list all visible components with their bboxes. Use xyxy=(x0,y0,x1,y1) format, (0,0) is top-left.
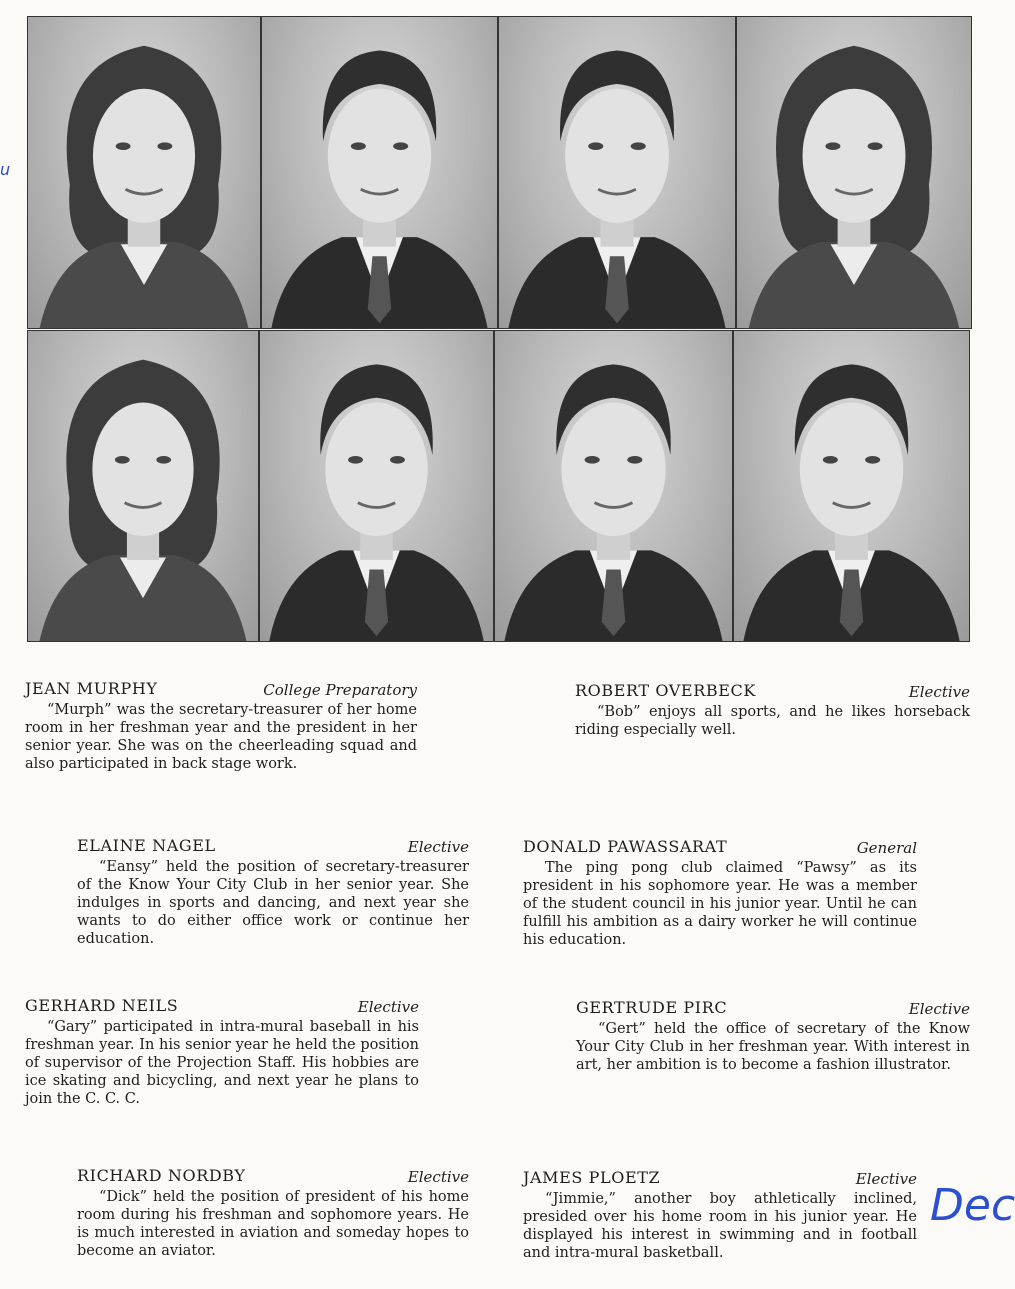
student-name: DONALD PAWASSARAT xyxy=(523,837,728,856)
student-bio: The ping pong club claimed “Pawsy” as its president in his sophomore year. He was a member of the student council in his junior year. Until he can fulfill his ambition as a dairy worker he will continue his education. xyxy=(523,860,917,948)
student-name: ROBERT OVERBECK xyxy=(575,681,756,700)
portrait-photo-1 xyxy=(27,16,261,329)
course-label: General xyxy=(856,839,917,857)
student-bio: “Dick” held the position of president of his home room during his freshman and sophomore years. He is much interested in aviation and someday hopes to become an aviator. xyxy=(77,1189,469,1259)
entry-richard-nordby xyxy=(77,1166,469,1260)
portrait-photo-6 xyxy=(259,330,494,642)
student-name: GERTRUDE PIRC xyxy=(576,998,728,1017)
handwritten-mark-right: Dec xyxy=(930,1180,1015,1231)
portrait-photo-2 xyxy=(261,16,498,329)
entry-james-ploetz xyxy=(523,1168,917,1262)
entry-robert-overbeck xyxy=(575,681,970,739)
entry-jean-murphy xyxy=(25,679,417,773)
student-name: ELAINE NAGEL xyxy=(77,836,216,855)
student-bio: “Murph” was the secretary-treasurer of her home room in her freshman year and the president in her senior year. She was on the cheerleading squad and also participated in back stage work. xyxy=(25,702,417,772)
student-name: GERHARD NEILS xyxy=(25,996,179,1015)
portrait-photo-7 xyxy=(494,330,733,642)
portrait-photo-5 xyxy=(27,330,259,642)
portrait-photo-3 xyxy=(498,16,736,329)
student-name: JEAN MURPHY xyxy=(25,679,158,698)
course-label: Elective xyxy=(908,683,970,701)
portrait-photo-4 xyxy=(736,16,972,329)
student-bio: “Jimmie,” another boy athletically inclined, presided over his home room in his junior year. He displayed his interest in swimming and in football and intra-mural basketball. xyxy=(523,1191,917,1261)
entry-elaine-nagel xyxy=(77,836,469,948)
course-label: Elective xyxy=(357,998,419,1016)
student-name: RICHARD NORDBY xyxy=(77,1166,246,1185)
course-label: Elective xyxy=(407,838,469,856)
course-label: Elective xyxy=(908,1000,970,1018)
course-label: Elective xyxy=(855,1170,917,1188)
student-bio: “Gert” held the office of secretary of the Know Your City Club in her freshman year. With interest in art, her ambition is to become a fashion illustrator. xyxy=(576,1021,970,1073)
student-name: JAMES PLOETZ xyxy=(523,1168,661,1187)
student-bio: “Bob” enjoys all sports, and he likes horseback riding especially well. xyxy=(575,704,970,738)
entry-gertrude-pirc xyxy=(576,998,970,1074)
portrait-photo-8 xyxy=(733,330,970,642)
entry-gerhard-neils xyxy=(25,996,419,1108)
course-label: College Preparatory xyxy=(263,681,417,699)
handwritten-mark-left: u xyxy=(0,160,11,179)
entry-donald-pawassarat xyxy=(523,837,917,949)
student-bio: “Eansy” held the position of secretary-treasurer of the Know Your City Club in her senior year. She indulges in sports and dancing, and next year she wants to do either office work or continue her education. xyxy=(77,859,469,947)
student-bio: “Gary” participated in intra-mural baseball in his freshman year. In his senior year he held the position of supervisor of the Projection Staff. His hobbies are ice skating and bicycling, and next year he plans to join the C. C. C. xyxy=(25,1019,419,1107)
course-label: Elective xyxy=(407,1168,469,1186)
